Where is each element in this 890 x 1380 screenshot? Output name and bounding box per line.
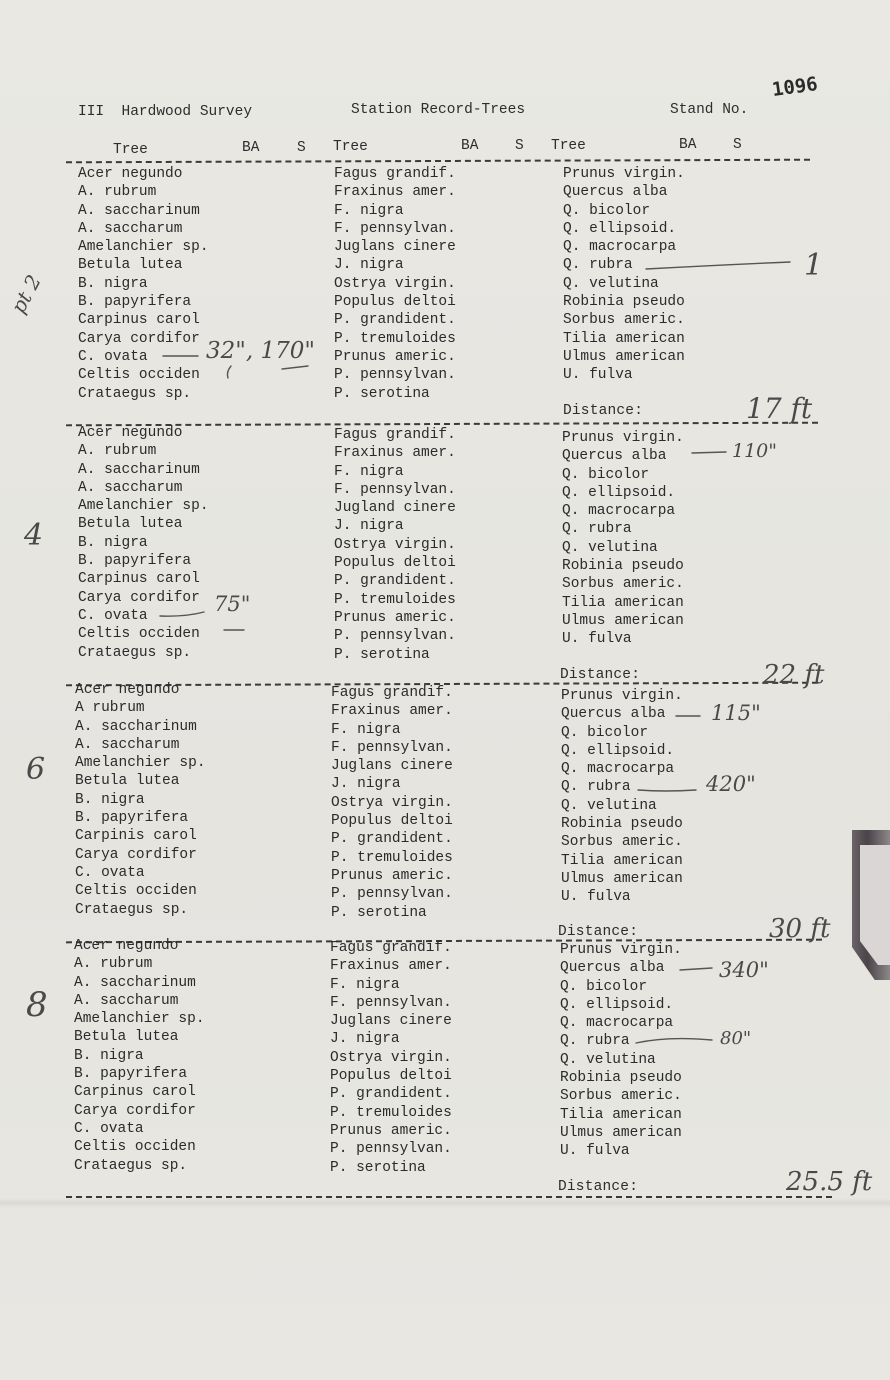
- species-entry: C. ovata: [75, 864, 145, 881]
- final-distance-value: 25.5 ft: [786, 1167, 873, 1197]
- species-entry: B. papyrifera: [74, 1066, 188, 1083]
- species-entry: P. pennsylvan.: [334, 367, 456, 384]
- q-rubra-line-4: [636, 1039, 712, 1043]
- species-entry: Q. velutina: [560, 1051, 656, 1068]
- col1-tree-heading: Tree: [113, 142, 148, 158]
- species-entry: Celtis occiden: [75, 883, 197, 900]
- station-note-4: 4: [24, 518, 44, 553]
- species-entry: Sorbus americ.: [562, 576, 684, 593]
- species-entry: A. rubrum: [78, 443, 157, 460]
- species-entry: Quercus alba: [563, 184, 668, 201]
- species-entry: Carya cordifor: [74, 1102, 196, 1119]
- species-entry: P. grandident.: [330, 1086, 452, 1103]
- species-entry: P. pennsylvan.: [334, 628, 456, 645]
- species-entry: Fagus grandif.: [334, 166, 456, 182]
- species-entry: U. fulva: [562, 631, 632, 648]
- species-entry: Fagus grandif.: [331, 685, 453, 701]
- species-entry: Robinia pseudo: [562, 558, 684, 575]
- species-entry: Celtis occiden: [78, 626, 200, 643]
- species-entry: Amelanchier sp.: [75, 755, 206, 772]
- section-2-quercus-alba-note: 110": [732, 440, 778, 462]
- species-entry: Juglans cinere: [330, 1013, 452, 1030]
- species-entry: U. fulva: [560, 1143, 630, 1160]
- col2-s-heading: S: [515, 138, 524, 154]
- species-entry: Q. macrocarpa: [563, 239, 677, 256]
- species-entry: Prunus virgin.: [560, 942, 682, 958]
- species-entry: Q. bicolor: [561, 724, 649, 741]
- species-entry: Fraxinus amer.: [331, 703, 453, 720]
- section-2-c-ovata-note: 75": [214, 592, 251, 616]
- section-4-distance-label: Distance:: [558, 1179, 639, 1195]
- species-entry: C. ovata: [78, 607, 148, 624]
- c-ovata-dash-2: [160, 612, 204, 616]
- species-entry: Carpinus carol: [78, 312, 200, 329]
- station-note-6: 6: [26, 752, 46, 787]
- species-entry: B. papyrifera: [78, 294, 192, 311]
- species-entry: A. saccharinum: [74, 974, 196, 991]
- species-entry: Jugland cinere: [334, 500, 456, 517]
- species-entry: Robinia pseudo: [563, 294, 685, 311]
- species-entry: A rubrum: [75, 700, 145, 717]
- species-entry: Q. velutina: [561, 797, 657, 814]
- species-entry: J. nigra: [334, 518, 404, 535]
- species-entry: B. nigra: [75, 791, 145, 808]
- species-entry: C. ovata: [78, 348, 148, 365]
- species-entry: Fraxinus amer.: [334, 184, 456, 201]
- underline-170: [282, 366, 308, 369]
- species-entry: Q. rubra: [560, 1033, 630, 1050]
- species-entry: Q. bicolor: [560, 978, 648, 995]
- species-entry: Tilia american: [563, 330, 685, 347]
- species-entry: Q. ellipsoid.: [561, 742, 675, 759]
- comma-mark: [227, 366, 231, 378]
- section-3-distance-value: 30 ft: [769, 914, 831, 944]
- species-entry: Ulmus american: [563, 348, 685, 365]
- q-rubra-line-3: [638, 790, 696, 791]
- species-entry: Celtis occiden: [78, 367, 200, 384]
- species-entry: P. serotina: [334, 646, 430, 663]
- section-1-distance-label: Distance:: [563, 403, 644, 419]
- species-entry: Sorbus americ.: [563, 312, 685, 329]
- species-entry: Juglans cinere: [334, 239, 456, 256]
- species-entry: Amelanchier sp.: [78, 239, 209, 256]
- species-entry: Quercus alba: [562, 448, 667, 465]
- species-entry: J. nigra: [334, 257, 404, 274]
- species-entry: Q. bicolor: [563, 202, 651, 219]
- section-2-distance-value: 22 ft: [763, 660, 825, 690]
- section-1-c-ovata-note: 32", 170": [206, 338, 315, 364]
- species-entry: P. serotina: [330, 1159, 426, 1176]
- species-entry: Carya cordifor: [78, 330, 200, 347]
- species-entry: Carpinis carol: [75, 828, 197, 845]
- species-entry: Acer negundo: [78, 166, 183, 182]
- section-4-quercus-alba-note: 340": [719, 958, 769, 982]
- species-entry: Populus deltoi: [331, 813, 453, 830]
- species-entry: Tilia american: [560, 1106, 682, 1123]
- species-entry: Amelanchier sp.: [74, 1011, 205, 1028]
- species-entry: Ostrya virgin.: [334, 536, 456, 553]
- stand-number: 1096: [770, 72, 820, 102]
- species-entry: Q. macrocarpa: [561, 761, 675, 778]
- species-entry: F. pennsylvan.: [330, 994, 452, 1011]
- section-2-distance-label: Distance:: [560, 667, 641, 683]
- species-entry: Amelanchier sp.: [78, 498, 209, 515]
- quercus-alba-line-4: [680, 968, 712, 970]
- species-entry: Carpinus carol: [78, 571, 200, 588]
- species-entry: Q. rubra: [562, 521, 632, 538]
- species-entry: Betula lutea: [78, 257, 183, 274]
- species-entry: Q. macrocarpa: [562, 503, 676, 520]
- species-entry: Crataegus sp.: [74, 1157, 188, 1174]
- species-entry: Fraxinus amer.: [334, 445, 456, 462]
- species-entry: B. papyrifera: [75, 810, 189, 827]
- quercus-alba-line-2: [692, 452, 726, 453]
- species-entry: P. tremuloides: [330, 1104, 452, 1121]
- species-entry: Crataegus sp.: [75, 901, 189, 918]
- species-entry: Ostrya virgin.: [331, 794, 453, 811]
- species-entry: Populus deltoi: [334, 294, 456, 311]
- station-note-8: 8: [26, 985, 48, 1025]
- species-entry: U. fulva: [561, 889, 631, 906]
- section-4-q-rubra-note: 80": [720, 1028, 752, 1049]
- species-entry: Fagus grandif.: [330, 940, 452, 956]
- species-entry: C. ovata: [74, 1120, 144, 1137]
- species-entry: F. pennsylvan.: [334, 220, 456, 237]
- species-entry: A. saccharinum: [75, 718, 197, 735]
- species-entry: Populus deltoi: [334, 555, 456, 572]
- species-entry: Crataegus sp.: [78, 644, 192, 661]
- species-entry: Q. velutina: [562, 539, 658, 556]
- species-entry: Q. bicolor: [562, 466, 650, 483]
- species-entry: Tilia american: [561, 852, 683, 869]
- species-entry: P. tremuloides: [331, 849, 453, 866]
- species-entry: A. saccharum: [74, 992, 179, 1009]
- species-entry: B. nigra: [78, 275, 148, 292]
- species-entry: Ostrya virgin.: [330, 1049, 452, 1066]
- species-entry: Q. ellipsoid.: [563, 220, 677, 237]
- species-entry: Ulmus american: [561, 870, 683, 887]
- species-entry: Q. macrocarpa: [560, 1015, 674, 1032]
- species-entry: Juglans cinere: [331, 758, 453, 775]
- stand-label: Stand No.: [670, 102, 749, 118]
- col1-s-heading: S: [297, 140, 306, 156]
- species-entry: P. grandident.: [331, 831, 453, 848]
- q-rubra-line-1: [646, 262, 790, 269]
- col3-s-heading: S: [733, 137, 742, 153]
- species-entry: Robinia pseudo: [561, 816, 683, 833]
- species-entry: B. nigra: [78, 534, 148, 551]
- species-entry: Prunus americ.: [330, 1122, 452, 1139]
- section-3-q-rubra-note: 420": [706, 772, 756, 796]
- species-entry: A. saccharum: [78, 220, 183, 237]
- species-entry: Crataegus sp.: [78, 385, 192, 402]
- species-entry: F. nigra: [331, 721, 401, 738]
- species-entry: Betula lutea: [74, 1029, 179, 1046]
- species-entry: P. serotina: [331, 904, 427, 921]
- species-entry: P. pennsylvan.: [330, 1141, 452, 1158]
- species-entry: P. serotina: [334, 385, 430, 402]
- station-note-pt2: pt 2: [5, 270, 46, 318]
- species-entry: Quercus alba: [561, 706, 666, 723]
- species-entry: Betula lutea: [75, 773, 180, 790]
- species-entry: Carya cordifor: [75, 846, 197, 863]
- species-entry: Sorbus americ.: [560, 1088, 682, 1105]
- species-entry: Prunus virgin.: [561, 688, 683, 704]
- species-entry: A. saccharum: [75, 736, 180, 753]
- species-entry: Q. rubra: [561, 779, 631, 796]
- species-entry: A. saccharinum: [78, 202, 200, 219]
- species-entry: Carpinus carol: [74, 1084, 196, 1101]
- section-1-q-rubra-note: 1: [804, 248, 824, 283]
- col2-tree-heading: Tree: [333, 139, 368, 155]
- species-entry: Ostrya virgin.: [334, 275, 456, 292]
- species-entry: F. nigra: [334, 202, 404, 219]
- species-entry: Acer negundo: [75, 682, 180, 698]
- species-entry: F. nigra: [334, 463, 404, 480]
- species-entry: Robinia pseudo: [560, 1070, 682, 1087]
- species-entry: Fagus grandif.: [334, 427, 456, 443]
- species-entry: Quercus alba: [560, 960, 665, 977]
- species-entry: F. pennsylvan.: [334, 481, 456, 498]
- species-entry: Q. rubra: [563, 257, 633, 274]
- species-entry: Fraxinus amer.: [330, 958, 452, 975]
- species-entry: P. pennsylvan.: [331, 886, 453, 903]
- species-entry: P. grandident.: [334, 573, 456, 590]
- species-entry: Prunus virgin.: [562, 430, 684, 446]
- species-entry: Prunus americ.: [334, 609, 456, 626]
- species-entry: P. tremuloides: [334, 330, 456, 347]
- species-entry: A. saccharum: [78, 479, 183, 496]
- species-entry: B. nigra: [74, 1047, 144, 1064]
- species-entry: B. papyrifera: [78, 553, 192, 570]
- species-entry: U. fulva: [563, 367, 633, 384]
- species-entry: Tilia american: [562, 594, 684, 611]
- species-entry: Acer negundo: [74, 938, 179, 954]
- col3-tree-heading: Tree: [551, 138, 586, 154]
- col1-ba-heading: BA: [242, 140, 260, 156]
- section-3-distance-label: Distance:: [558, 924, 639, 940]
- section-1-distance-value: 17 ft: [746, 392, 813, 425]
- species-entry: Prunus virgin.: [563, 166, 685, 182]
- species-entry: Q. ellipsoid.: [562, 484, 676, 501]
- species-entry: Sorbus americ.: [561, 834, 683, 851]
- species-entry: Populus deltoi: [330, 1068, 452, 1085]
- col2-ba-heading: BA: [461, 138, 479, 154]
- species-entry: Ulmus american: [560, 1124, 682, 1141]
- species-entry: Ulmus american: [562, 612, 684, 629]
- species-entry: A. rubrum: [74, 956, 153, 973]
- species-entry: Acer negundo: [78, 425, 183, 441]
- section-3-quercus-alba-note: 115": [711, 701, 761, 725]
- species-entry: Carya cordifor: [78, 589, 200, 606]
- col3-ba-heading: BA: [679, 137, 697, 153]
- species-entry: Betula lutea: [78, 516, 183, 533]
- species-entry: F. pennsylvan.: [331, 739, 453, 756]
- survey-title: III Hardwood Survey: [78, 104, 253, 120]
- species-entry: P. tremuloides: [334, 591, 456, 608]
- species-entry: P. grandident.: [334, 312, 456, 329]
- species-entry: F. nigra: [330, 976, 400, 993]
- record-title: Station Record-Trees: [351, 102, 526, 118]
- species-entry: Celtis occiden: [74, 1139, 196, 1156]
- species-entry: Prunus americ.: [331, 867, 453, 884]
- species-entry: Prunus americ.: [334, 348, 456, 365]
- species-entry: J. nigra: [330, 1031, 400, 1048]
- species-entry: Q. ellipsoid.: [560, 996, 674, 1013]
- species-entry: A. rubrum: [78, 184, 157, 201]
- species-entry: A. saccharinum: [78, 461, 200, 478]
- species-entry: J. nigra: [331, 776, 401, 793]
- species-entry: Q. velutina: [563, 275, 659, 292]
